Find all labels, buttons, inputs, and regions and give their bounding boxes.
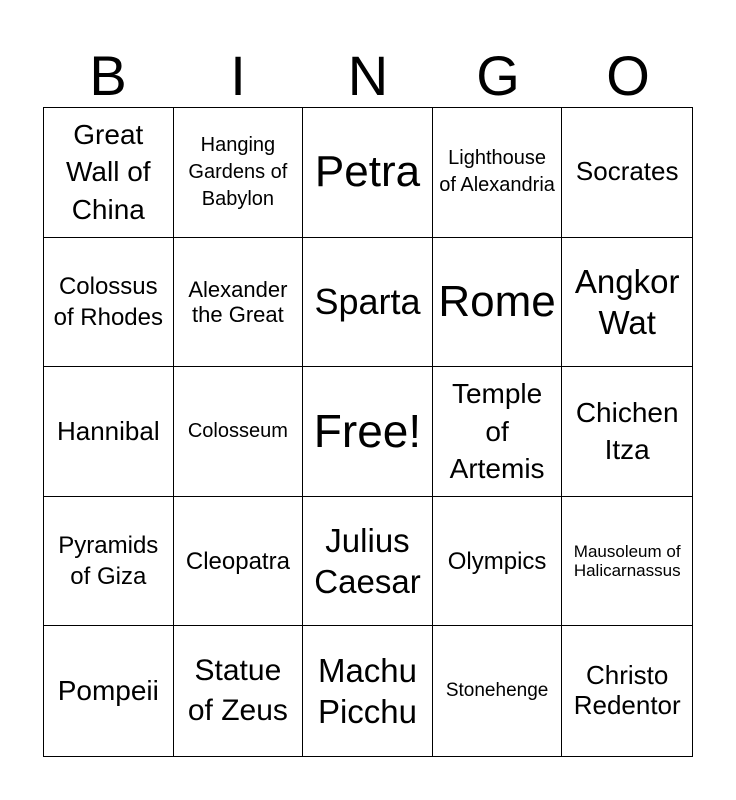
bingo-cell[interactable]: Olympics xyxy=(433,497,563,627)
header-letter-i: I xyxy=(230,44,246,107)
header-letter-o: O xyxy=(606,44,650,107)
bingo-cell[interactable]: Stonehenge xyxy=(433,626,563,756)
bingo-cell[interactable]: Rome xyxy=(433,238,563,368)
bingo-cell[interactable]: Mausoleum of Halicarnassus xyxy=(562,497,692,627)
bingo-cell[interactable]: Petra xyxy=(303,108,433,238)
free-space[interactable]: Free! xyxy=(303,367,433,497)
bingo-cell[interactable]: Hanging Gardens of Babylon xyxy=(174,108,304,238)
header-letter-g: G xyxy=(476,44,520,107)
bingo-cell[interactable]: Chichen Itza xyxy=(562,367,692,497)
bingo-cell[interactable]: Colossus of Rhodes xyxy=(44,238,174,368)
bingo-header xyxy=(43,44,693,108)
bingo-cell[interactable]: Pompeii xyxy=(44,626,174,756)
bingo-cell[interactable]: Cleopatra xyxy=(174,497,304,627)
bingo-cell[interactable]: Lighthouse of Alexandria xyxy=(433,108,563,238)
bingo-cell[interactable]: Machu Picchu xyxy=(303,626,433,756)
bingo-cell[interactable]: Pyramids of Giza xyxy=(44,497,174,627)
header-letter-b: B xyxy=(89,44,127,107)
bingo-cell[interactable]: Alexander the Great xyxy=(174,238,304,368)
header-letter-n: N xyxy=(347,44,389,107)
bingo-cell[interactable]: Julius Caesar xyxy=(303,497,433,627)
bingo-board xyxy=(43,107,693,757)
bingo-cell[interactable]: Temple of Artemis xyxy=(433,367,563,497)
bingo-cell[interactable]: Socrates xyxy=(562,108,692,238)
bingo-cell[interactable]: Angkor Wat xyxy=(562,238,692,368)
bingo-cell[interactable]: Colosseum xyxy=(174,367,304,497)
bingo-cell[interactable]: Hannibal xyxy=(44,367,174,497)
bingo-cell[interactable]: Christo Redentor xyxy=(573,660,681,721)
bingo-cell[interactable]: Sparta xyxy=(303,238,433,368)
bingo-cell[interactable]: Great Wall of China xyxy=(44,108,174,238)
bingo-cell[interactable]: Statue of Zeus xyxy=(174,626,304,756)
